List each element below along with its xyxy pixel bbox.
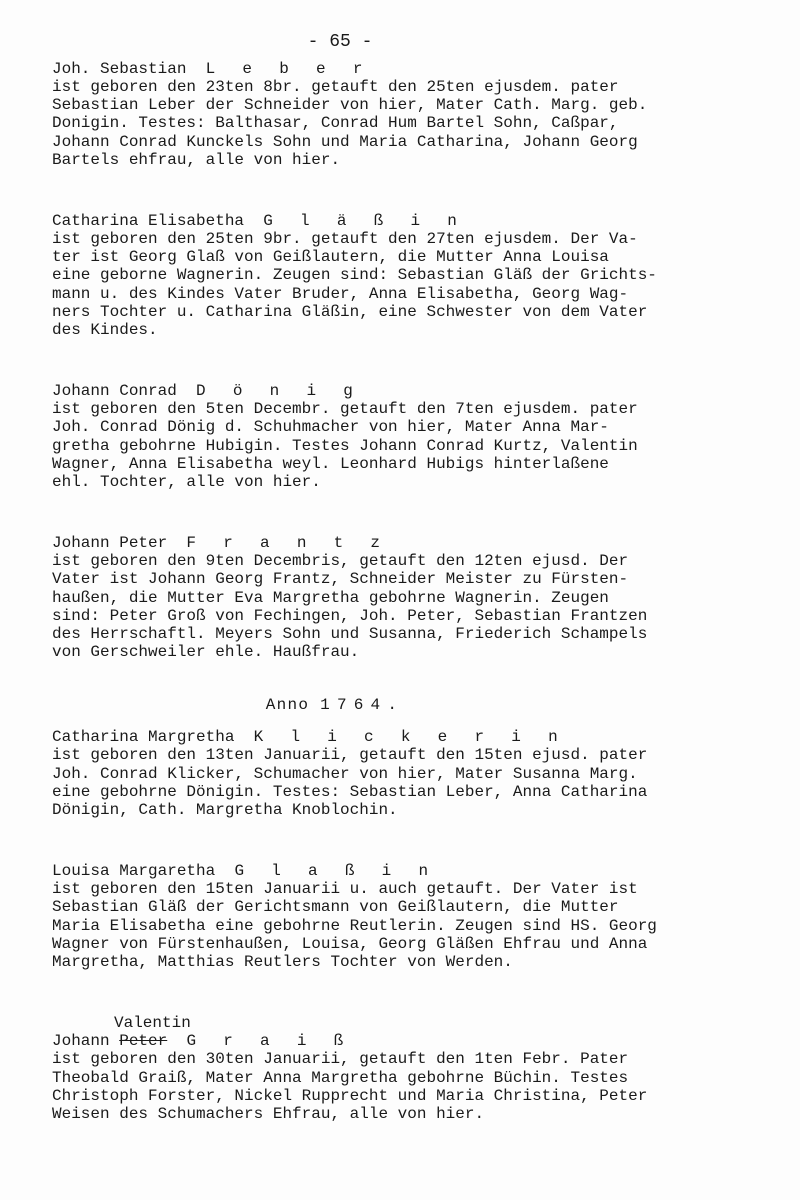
given-name: Catharina Margretha bbox=[52, 728, 235, 747]
entry-line: ehl. Tochter, alle von hier. bbox=[52, 473, 321, 492]
entry-name bbox=[52, 212, 772, 230]
entry-line: mann u. des Kindes Vater Bruder, Anna Elisabetha, Georg Wag- bbox=[52, 284, 629, 303]
given-name: Johann Conrad bbox=[52, 382, 177, 401]
baptism-entry bbox=[52, 728, 772, 819]
surname: G l ä ß i n bbox=[263, 212, 466, 231]
entry-line: Sebastian Leber der Schneider von hier, Mater Cath. Marg. geb. bbox=[52, 96, 648, 115]
entry-line: Johann Conrad Kunckels Sohn und Maria Catharina, Johann Georg bbox=[52, 132, 638, 151]
entry-line: ist geboren den 25ten 9br. getauft den 27ten ejusdem. Der Va- bbox=[52, 230, 638, 249]
baptism-entry bbox=[52, 534, 772, 661]
entry-line: ist geboren den 15ten Januarii u. auch getauft. Der Vater ist bbox=[52, 880, 638, 899]
entry-line: des Herrschaftl. Meyers Sohn und Susanna, Friederich Schampels bbox=[52, 625, 648, 644]
entry-line: Bartels ehfrau, alle von hier. bbox=[52, 150, 341, 169]
baptism-entry bbox=[52, 1014, 772, 1123]
entry-line: ist geboren den 23ten 8br. getauft den 25ten ejusdem. pater bbox=[52, 78, 619, 96]
surname: G l a ß i n bbox=[234, 862, 437, 881]
entry-line: des Kindes. bbox=[52, 321, 158, 340]
entry-line: eine gebohrne Dönigin. Testes: Sebastian Leber, Anna Catharina bbox=[52, 782, 648, 801]
entry-line: gretha gebohrne Hubigin. Testes Johann Conrad Kurtz, Valentin bbox=[52, 436, 638, 455]
entry-line: ners Tochter u. Catharina Gläßin, eine Schwester von dem Vater bbox=[52, 302, 648, 321]
entry-line: ist geboren den 30ten Januarii, getauft den 1ten Febr. Pater bbox=[52, 1050, 629, 1069]
struck-given-name: Peter bbox=[119, 1032, 168, 1051]
entry-line: von Gerschweiler ehle. Haußfrau. bbox=[52, 643, 360, 662]
entry-line: Donigin. Testes: Balthasar, Conrad Hum Bartel Sohn, Caßpar, bbox=[52, 114, 619, 133]
entry-line: Maria Elisabetha eine gebohrne Reutlerin. Zeugen sind HS. Georg bbox=[52, 916, 657, 935]
entry-line: Christoph Forster, Nickel Rupprecht und Maria Christina, Peter bbox=[52, 1086, 648, 1105]
entry-line: Joh. Conrad Klicker, Schumacher von hier, Mater Susanna Marg. bbox=[52, 764, 638, 783]
entry-line: ist geboren den 5ten Decembr. getauft den 7ten ejusdem. pater bbox=[52, 400, 638, 419]
entry-line: Weisen des Schumachers Ehfrau, alle von hier. bbox=[52, 1104, 485, 1123]
entry-line: Theobald Graiß, Mater Anna Margretha gebohrne Büchin. Testes bbox=[52, 1068, 629, 1087]
baptism-entry bbox=[52, 212, 772, 339]
entry-line: Wagner, Anna Elisabetha weyl. Leonhard Hubigs hinterlaßene bbox=[52, 454, 609, 473]
surname: G r a i ß bbox=[186, 1032, 353, 1051]
surname: D ö n i g bbox=[196, 382, 362, 401]
given-name: Johann bbox=[52, 1032, 110, 1051]
surname: L e b e r bbox=[205, 60, 372, 78]
entry-line: sind: Peter Groß von Fechingen, Joh. Peter, Sebastian Frantzen bbox=[52, 606, 648, 625]
surname: K l i c k e r i n bbox=[253, 728, 567, 747]
surname: F r a n t z bbox=[186, 534, 389, 553]
given-name: Catharina Elisabetha bbox=[52, 212, 245, 231]
entry-line: Dönigin, Cath. Margretha Knoblochin. bbox=[52, 801, 398, 820]
given-name: Louisa Margaretha bbox=[52, 862, 216, 881]
year-suffix: . bbox=[387, 696, 399, 715]
entry-name bbox=[52, 728, 772, 746]
inserted-given-name: Valentin bbox=[114, 1014, 191, 1033]
entry-line: eine geborne Wagnerin. Zeugen sind: Sebastian Gläß der Grichts- bbox=[52, 266, 657, 285]
entry-line: Margretha, Matthias Reutlers Tochter von Werden. bbox=[52, 953, 513, 972]
entry-line: haußen, die Mutter Eva Margretha gebohrne Wagnerin. Zeugen bbox=[52, 588, 609, 607]
entry-line: ist geboren den 13ten Januarii, getauft den 15ten ejusd. pater bbox=[52, 746, 648, 765]
entry-line: Sebastian Gläß der Gerichtsmann von Geißlautern, die Mutter bbox=[52, 898, 619, 917]
entry-line: Vater ist Johann Georg Frantz, Schneider Meister zu Fürsten- bbox=[52, 570, 629, 589]
page-number: - 65 - bbox=[307, 32, 373, 52]
entry-name bbox=[52, 60, 772, 78]
entry-line: ter ist Georg Glaß von Geißlautern, die Mutter Anna Louisa bbox=[52, 248, 609, 267]
entry-name bbox=[52, 1032, 772, 1050]
baptism-entry bbox=[52, 382, 772, 491]
entry-line: ist geboren den 9ten Decembris, getauft den 12ten ejusd. Der bbox=[52, 552, 629, 571]
entry-name bbox=[52, 382, 772, 400]
year-heading bbox=[52, 696, 612, 714]
year-prefix: Anno bbox=[265, 696, 310, 715]
entry-name bbox=[52, 534, 772, 552]
entry-line: Joh. Conrad Dönig d. Schuhmacher von hier, Mater Anna Mar- bbox=[52, 418, 609, 437]
register-entries bbox=[52, 60, 772, 1166]
baptism-entry bbox=[52, 862, 772, 971]
entry-name bbox=[52, 862, 772, 880]
given-name: Johann Peter bbox=[52, 534, 168, 553]
given-name: Joh. Sebastian bbox=[52, 60, 187, 78]
entry-line: Wagner von Fürstenhaußen, Louisa, Georg Gläßen Ehfrau und Anna bbox=[52, 934, 648, 953]
year: 1764 bbox=[320, 696, 388, 715]
baptism-entry bbox=[52, 60, 772, 169]
